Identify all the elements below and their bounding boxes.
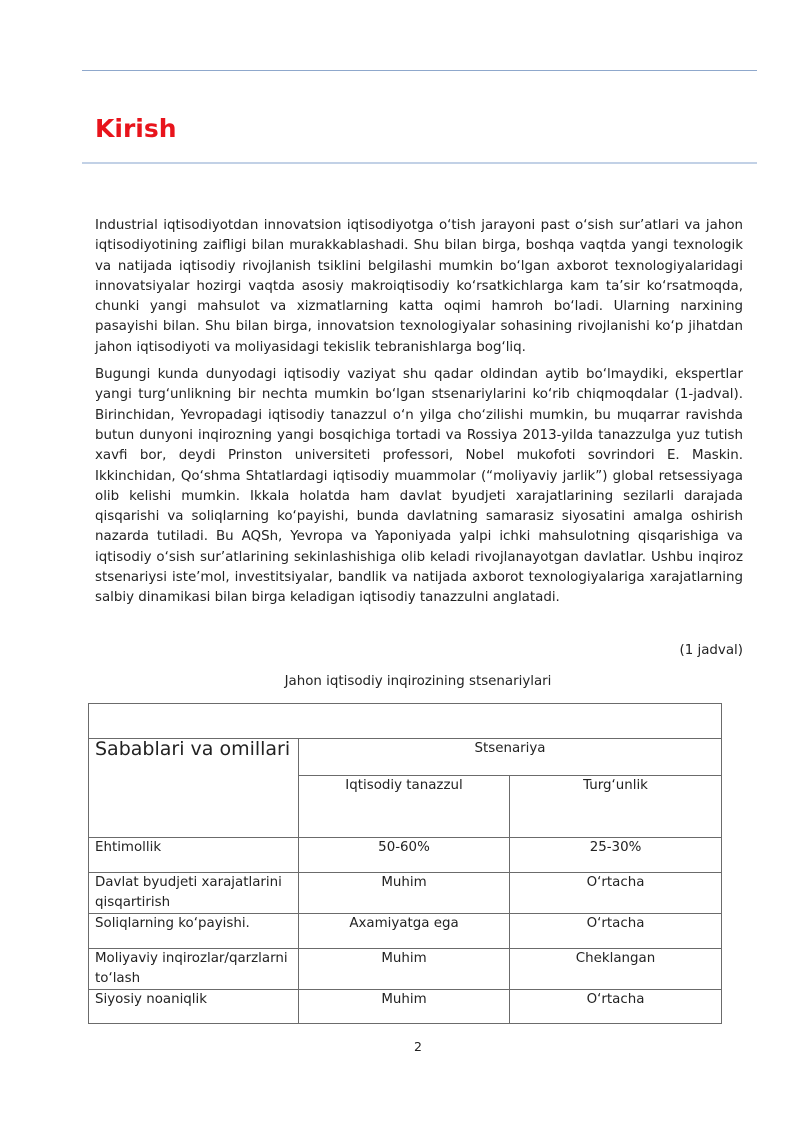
page-number: 2 [414,1039,422,1054]
table-blank-row [89,704,722,739]
row-label-cell: Ehtimollik [89,838,299,873]
value-cell: 25-30% [510,838,722,873]
body-text [95,216,743,616]
top-rule [82,70,757,71]
value-cell: 50-60% [299,838,510,873]
row-label-cell: Siyosiy noaniqlik [89,990,299,1024]
heading-underline [82,162,757,164]
paragraph: Bugungi kunda dunyodagi iqtisodiy vaziyat shu qadar oldindan aytib bo‘lmaydiki, ekspertlar yangi turg‘unlikning bir nechta mumkin bo‘lgan stsenariylarini ko‘rib chiqmoqdalar (1-jadval). Birinchidan, Yevropadagi iqtisodiy tanazzul o‘n yilga cho‘zilishi mumkin, bu muqarrar ravishda butun dunyoni inqirozning yangi bosqichiga tortadi va Rossiya 2013-yilda tanazzulga yuz tutish xavfi bor, deydi Prinston universiteti professori, Nobel mukofoti sovrindori E. Maskin. Ikkinchidan, Qo‘shma Shtatlardagi iqtisodiy muammolar (“moliyaviy jarlik”) global retsessiyaga olib kelishi mumkin. Ikkala holatda ham davlat byudjeti xarajatlarining sezilarli darajada qisqarishi va soliqlarning ko‘payishi, bunda davlatning samarasiz siyosatini amalga oshirish nazarda tutiladi. Bu AQSh, Yevropa va Yaponiyada yalpi ichki mahsulotning qisqarishiga va iqtisodiy o‘sish sur’atlarining sekinlashishiga olib keladi rivojlanayotgan davlatlar. Ushbu inqiroz stsenariysi iste’mol, investitsiyalar, bandlik va natijada axborot texnologiyalariga xarajatlarning salbiy dinamikasi bilan birga keladigan iqtisodiy tanazzulni anglatadi. [95,367,743,606]
value-cell: Cheklangan [510,949,722,990]
value-cell: O‘rtacha [510,990,722,1024]
column-header-cell: Turg‘unlik [510,776,722,838]
table-reference: (1 jadval) [679,643,743,658]
value-cell: Muhim [299,949,510,990]
scenarios-table [88,703,722,1024]
value-cell: O‘rtacha [510,914,722,949]
value-cell: Muhim [299,873,510,914]
scenario-header-cell: Stsenariya [299,739,722,776]
value-cell: Muhim [299,990,510,1024]
section-heading: Kirish [95,114,177,143]
value-cell: Axamiyatga ega [299,914,510,949]
table-row [89,990,722,1024]
table-row [89,949,722,990]
table-row [89,838,722,873]
value-cell: O‘rtacha [510,873,722,914]
row-label-cell: Soliqlarning ko‘payishi. [89,914,299,949]
paragraph: Industrial iqtisodiyotdan innovatsion iqtisodiyotga o‘tish jarayoni past o‘sish sur’atlari va jahon iqtisodiyotining zaifligi bilan murakkablashadi. Shu bilan birga, boshqa vaqtda yangi texnologik va natijada iqtisodiy rivojlanish tsiklini belgilashi mumkin bo‘lgan axborot texnologiyalaridagi innovatsiyalar hozirgi vaqtda asosiy makroiqtisodiy ko‘rsatkichlarga kam ta’sir ko‘rsatmoqda, chunki yangi mahsulot va xizmatlarning katta oqimi hamroh bo‘ladi. Ularning narxining pasayishi bilan. Shu bilan birga, innovatsion texnologiyalar sohasining rivojlanishi ko‘p jihatdan jahon iqtisodiyoti va moliyasidagi tekislik tebranishlarga bog‘liq. [95,218,743,355]
row-label-cell: Moliyaviy inqirozlar/qarzlarni to‘lash [89,949,299,990]
blank-cell [89,704,722,739]
table-row [89,914,722,949]
row-label-cell: Davlat byudjeti xarajatlarini qisqartirish [89,873,299,914]
column-header-cell: Iqtisodiy tanazzul [299,776,510,838]
table-title: Jahon iqtisodiy inqirozining stsenariylari [284,674,552,689]
table-row [89,873,722,914]
table-header-row [89,739,722,776]
row-header-cell: Sabablari va omillari [89,739,299,838]
